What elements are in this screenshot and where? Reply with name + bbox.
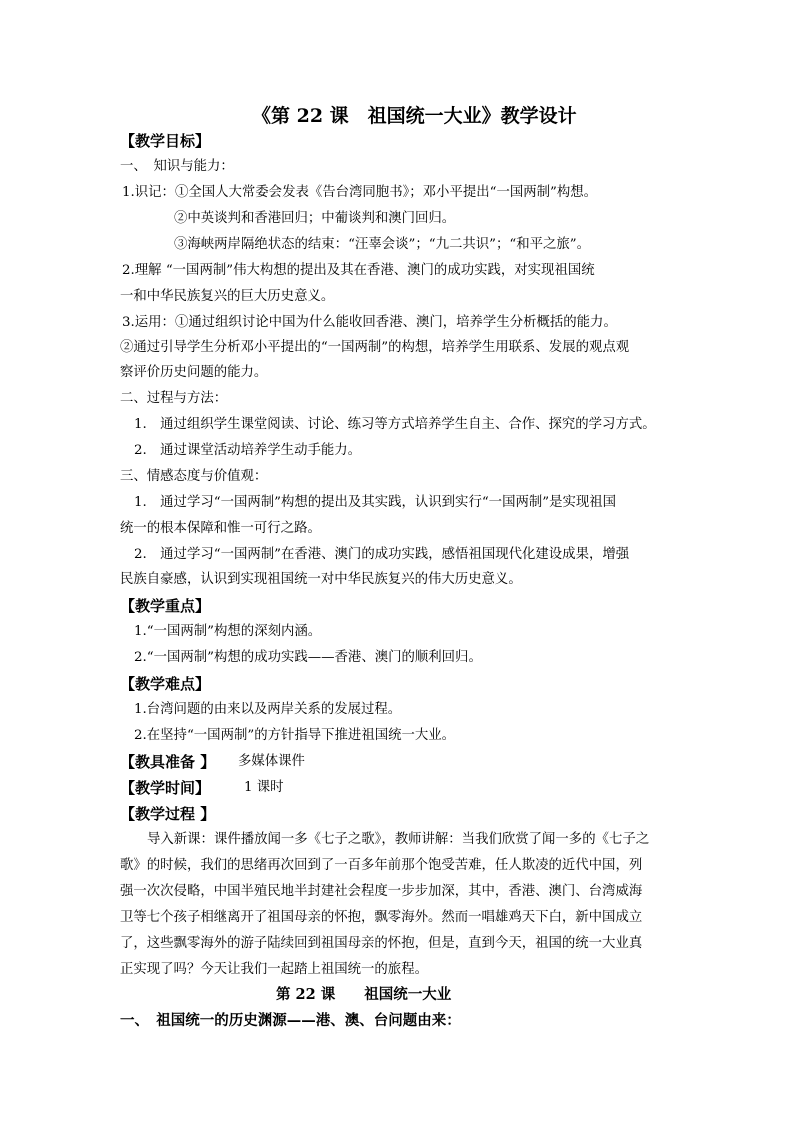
goal-knowledge-3b: ②通过引导学生分析邓小平提出的“一国两制”的构想，培养学生用联系、发展的观点观 xyxy=(120,340,630,355)
difficulty-2: 2.在坚持“一国两制”的方针指导下推进祖国统一大业。 xyxy=(134,728,456,743)
document-title: 《第 22 课 祖国统一大业》教学设计 xyxy=(252,105,577,127)
goal-process-2: 2. 通过课堂活动培养学生动手能力。 xyxy=(134,443,362,458)
key-points-heading: 【教学重点】 xyxy=(120,597,211,615)
lesson-title: 第 22 课 祖国统一大业 xyxy=(276,986,452,1003)
goal-process-1: 1. 通过组织学生课堂阅读、讨论、练习等方式培养学生自主、合作、探究的学习方式。 xyxy=(134,417,656,432)
goal-attitude-heading: 三、情感态度与价值观： xyxy=(120,469,268,484)
goal-process-heading: 二、过程与方法： xyxy=(120,391,228,406)
goal-attitude-2a: 2. 通过学习“一国两制”在香港、澳门的成功实践，感悟祖国现代化建设成果，增强 xyxy=(134,547,630,562)
intro-line-5: 了，这些飘零海外的游子陆续回到祖国母亲的怀抱，但是，直到今天，祖国的统一大业真 xyxy=(120,936,643,951)
tools-value: 多媒体课件 xyxy=(238,754,305,769)
goals-heading: 【教学目标】 xyxy=(120,132,211,150)
goal-knowledge-heading: 一、 知识与能力： xyxy=(120,159,234,174)
intro-line-4: 卫等七个孩子相继离开了祖国母亲的怀抱，飘零海外。然而一唱雄鸡天下白，新中国成立 xyxy=(120,910,643,925)
difficulties-heading: 【教学难点】 xyxy=(120,675,211,693)
process-heading: 【教学过程 】 xyxy=(120,805,216,823)
goal-knowledge-1c: ③海峡两岸隔绝状态的结束：“汪辜会谈”；“九二共识”；“和平之旅”。 xyxy=(174,237,591,252)
goal-knowledge-1a: 1.识记：①全国人大常委会发表《告台湾同胞书》；邓小平提出“一国两制”构想。 xyxy=(122,185,598,200)
goal-attitude-2b: 民族自豪感，认识到实现祖国统一对中华民族复兴的伟大历史意义。 xyxy=(120,572,522,587)
goal-knowledge-2a: 2.理解 “一国两制”伟大构想的提出及其在香港、澳门的成功实践，对实现祖国统 xyxy=(122,263,595,278)
key-point-1: 1.“一国两制”构想的深刻内涵。 xyxy=(134,624,322,639)
goal-knowledge-3a: 3.运用：①通过组织讨论中国为什么能收回香港、澳门，培养学生分析概括的能力。 xyxy=(122,315,617,330)
intro-line-3: 强一次次侵略，中国半殖民地半封建社会程度一步步加深，其中，香港、澳门、台湾威海 xyxy=(120,884,643,899)
time-value: 1 课时 xyxy=(244,780,284,795)
difficulty-1: 1.台湾问题的由来以及两岸关系的发展过程。 xyxy=(134,702,402,717)
goal-knowledge-2b: 一和中华民族复兴的巨大历史意义。 xyxy=(120,289,335,304)
intro-line-6: 正实现了吗？今天让我们一起踏上祖国统一的旅程。 xyxy=(120,962,428,977)
goal-attitude-1a: 1. 通过学习“一国两制”构想的提出及其实践，认识到实行“一国两制”是实现祖国 xyxy=(134,495,617,510)
goal-attitude-1b: 统一的根本保障和惟一可行之路。 xyxy=(120,521,321,536)
tools-heading: 【教具准备 】 xyxy=(120,753,216,771)
key-point-2: 2.“一国两制”构想的成功实践——香港、澳门的顺利回归。 xyxy=(134,650,482,665)
intro-line-1: 导入新课：课件播放闻一多《七子之歌》，教师讲解：当我们欣赏了闻一多的《七子之 xyxy=(147,832,650,847)
time-heading: 【教学时间】 xyxy=(120,779,211,797)
intro-line-2: 歌》的时候，我们的思绪再次回到了一百多年前那个饱受苦难，任人欺凌的近代中国，列 xyxy=(120,858,643,873)
section-1-heading: 一、 祖国统一的历史渊源——港、澳、台问题由来： xyxy=(120,1012,461,1029)
goal-knowledge-1b: ②中英谈判和香港回归；中葡谈判和澳门回归。 xyxy=(174,211,456,226)
goal-knowledge-3c: 察评价历史问题的能力。 xyxy=(120,365,268,380)
